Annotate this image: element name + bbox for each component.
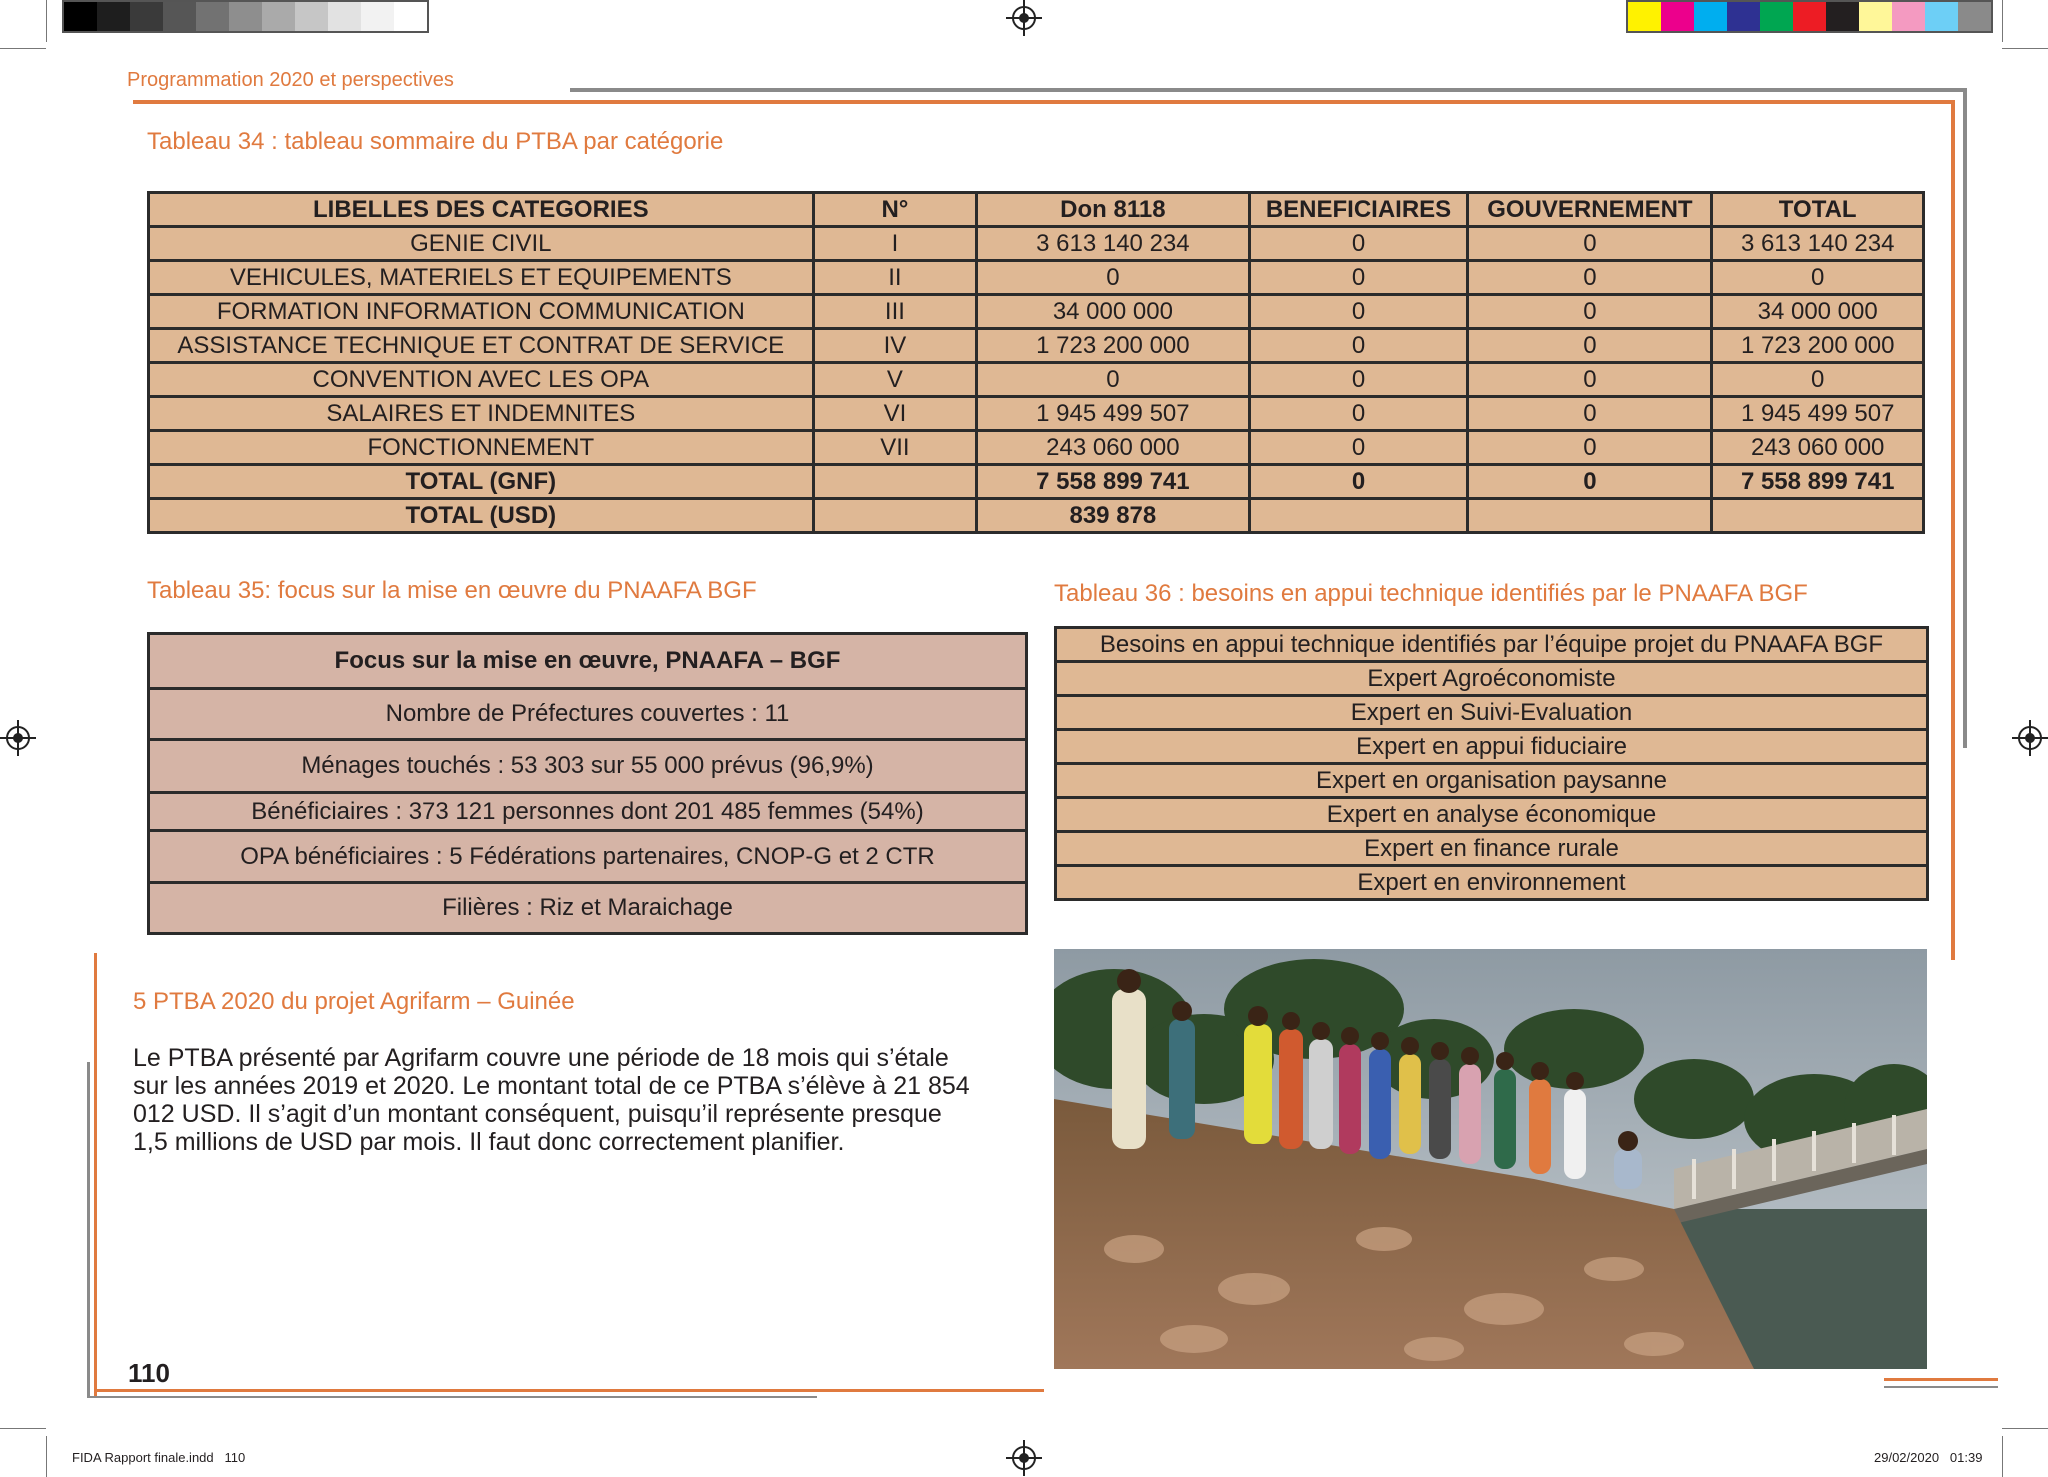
- page-number: 110: [128, 1358, 170, 1388]
- table-row: [149, 329, 1924, 363]
- table-row: [149, 831, 1027, 883]
- group-photo-riverbank: [1054, 949, 1927, 1369]
- grayscale-swatch-bar: [62, 0, 429, 33]
- table-cell: FONCTIONNEMENT: [149, 431, 814, 465]
- table-cell: 1 723 200 000: [977, 329, 1249, 363]
- table-row: [149, 261, 1924, 295]
- table-cell: 0: [1468, 329, 1712, 363]
- registration-mark-top: [1012, 6, 1036, 30]
- crop-mark: [2002, 1428, 2048, 1429]
- pnaafa-focus-table: [147, 632, 1028, 935]
- table-cell: TOTAL (GNF): [149, 465, 814, 499]
- table-cell: [1712, 499, 1924, 533]
- total-gnf-row: [149, 465, 1924, 499]
- table36-caption: Tableau 36 : besoins en appui technique identifiés par le PNAAFA BGF: [1054, 580, 1808, 607]
- table-cell: 34 000 000: [1712, 295, 1924, 329]
- table-cell: ASSISTANCE TECHNIQUE ET CONTRAT DE SERVICE: [149, 329, 814, 363]
- table-cell: [813, 465, 977, 499]
- table34-caption: Tableau 34 : tableau sommaire du PTBA par catégorie: [147, 128, 724, 155]
- crop-mark: [2002, 1436, 2003, 1477]
- column-header: GOUVERNEMENT: [1468, 193, 1712, 227]
- table-cell: OPA bénéficiaires : 5 Fédérations partenaires, CNOP-G et 2 CTR: [149, 831, 1027, 883]
- table-cell: GENIE CIVIL: [149, 227, 814, 261]
- table-cell: 0: [1468, 363, 1712, 397]
- table-cell: 0: [1712, 363, 1924, 397]
- table-cell: Expert en analyse économique: [1056, 798, 1928, 832]
- table-cell: 243 060 000: [977, 431, 1249, 465]
- ptba-category-table: [147, 191, 1925, 534]
- table-row: [1056, 832, 1928, 866]
- table-cell: 1 723 200 000: [1712, 329, 1924, 363]
- table-cell: Expert en environnement: [1056, 866, 1928, 900]
- color-swatch-bar: [1626, 0, 1993, 33]
- table-row: [149, 793, 1027, 831]
- table-cell: 0: [977, 363, 1249, 397]
- table-cell: SALAIRES ET INDEMNITES: [149, 397, 814, 431]
- slug-datetime: 29/02/2020 01:39: [1874, 1450, 1983, 1465]
- table-cell: 0: [1468, 295, 1712, 329]
- right-rule-orange: [1951, 100, 1955, 960]
- bottom-rule-orange: [94, 1389, 1044, 1392]
- right-rule-gray: [1963, 88, 1967, 748]
- table-cell: Expert en finance rurale: [1056, 832, 1928, 866]
- crop-mark: [2002, 0, 2003, 42]
- crop-mark: [46, 1436, 47, 1477]
- table-cell: 0: [1249, 227, 1468, 261]
- header-rule-gray: [570, 88, 1967, 92]
- table-row: [149, 883, 1027, 934]
- table35-caption: Tableau 35: focus sur la mise en œuvre du PNAAFA BGF: [147, 577, 757, 604]
- table-row: [1056, 730, 1928, 764]
- table-cell: 0: [1249, 261, 1468, 295]
- table-row: [149, 431, 1924, 465]
- column-header: Don 8118: [977, 193, 1249, 227]
- table-cell: 0: [1249, 431, 1468, 465]
- table-row: [149, 295, 1924, 329]
- table-cell: 3 613 140 234: [977, 227, 1249, 261]
- table-cell: Expert en Suivi-Evaluation: [1056, 696, 1928, 730]
- table-cell: 0: [1249, 295, 1468, 329]
- table-header-row: [149, 634, 1027, 689]
- table-cell: 243 060 000: [1712, 431, 1924, 465]
- table-row: [1056, 696, 1928, 730]
- bottom-right-rule-orange: [1884, 1378, 1998, 1381]
- left-rule-gray: [87, 1062, 90, 1398]
- paragraph-line: 012 USD. Il s’agit d’un montant conséquent, puisqu’il représente presque: [133, 1100, 942, 1128]
- column-header: TOTAL: [1712, 193, 1924, 227]
- table-row: [149, 397, 1924, 431]
- table-cell: 0: [1712, 261, 1924, 295]
- registration-mark-left: [6, 726, 30, 750]
- table-cell: VII: [813, 431, 977, 465]
- table-cell: 0: [977, 261, 1249, 295]
- table-cell: Nombre de Préfectures couvertes : 11: [149, 689, 1027, 740]
- bottom-right-rule-gray: [1884, 1386, 1998, 1388]
- table-cell: 0: [1249, 329, 1468, 363]
- table-cell: Expert Agroéconomiste: [1056, 662, 1928, 696]
- column-header: LIBELLES DES CATEGORIES: [149, 193, 814, 227]
- technical-support-needs-table: [1054, 626, 1929, 901]
- column-header: N°: [813, 193, 977, 227]
- table-cell: VI: [813, 397, 977, 431]
- table-cell: I: [813, 227, 977, 261]
- table-header-row: [1056, 628, 1928, 662]
- paragraph-line: Le PTBA présenté par Agrifarm couvre une période de 18 mois qui s’étale: [133, 1044, 949, 1072]
- table-cell: Ménages touchés : 53 303 sur 55 000 prévus (96,9%): [149, 740, 1027, 793]
- bottom-rule-gray: [87, 1396, 817, 1398]
- table-cell: [1468, 499, 1712, 533]
- table-cell: 3 613 140 234: [1712, 227, 1924, 261]
- crop-mark: [2002, 48, 2048, 49]
- registration-mark-bottom: [1012, 1446, 1036, 1470]
- table-cell: 0: [1468, 227, 1712, 261]
- table-cell: [813, 499, 977, 533]
- table-cell: Expert en appui fiduciaire: [1056, 730, 1928, 764]
- table-cell: 0: [1468, 431, 1712, 465]
- table-cell: FORMATION INFORMATION COMMUNICATION: [149, 295, 814, 329]
- table-row: [1056, 798, 1928, 832]
- crop-mark: [0, 48, 46, 49]
- table-cell: 7 558 899 741: [1712, 465, 1924, 499]
- table-cell: CONVENTION AVEC LES OPA: [149, 363, 814, 397]
- table-cell: Filières : Riz et Maraichage: [149, 883, 1027, 934]
- table-cell: Expert en organisation paysanne: [1056, 764, 1928, 798]
- table-cell: 0: [1249, 363, 1468, 397]
- table-cell: 0: [1468, 465, 1712, 499]
- table-row: [1056, 764, 1928, 798]
- table-cell: 0: [1249, 465, 1468, 499]
- running-title: Programmation 2020 et perspectives: [127, 69, 454, 91]
- crop-mark: [46, 0, 47, 42]
- table-cell: 1 945 499 507: [977, 397, 1249, 431]
- table-cell: Bénéficiaires : 373 121 personnes dont 201 485 femmes (54%): [149, 793, 1027, 831]
- table-cell: 34 000 000: [977, 295, 1249, 329]
- table-row: [1056, 866, 1928, 900]
- table-cell: 839 878: [977, 499, 1249, 533]
- total-usd-row: [149, 499, 1924, 533]
- table-header-row: [149, 193, 1924, 227]
- table-row: [149, 689, 1027, 740]
- table-cell: Besoins en appui technique identifiés par l’équipe projet du PNAAFA BGF: [1056, 628, 1928, 662]
- table-row: [149, 740, 1027, 793]
- slug-file: FIDA Rapport finale.indd 110: [72, 1450, 246, 1465]
- registration-mark-right: [2018, 726, 2042, 750]
- header-rule-orange: [133, 100, 1955, 104]
- table-cell: V: [813, 363, 977, 397]
- table-cell: 0: [1468, 397, 1712, 431]
- table-cell: 1 945 499 507: [1712, 397, 1924, 431]
- table-cell: TOTAL (USD): [149, 499, 814, 533]
- section5-heading: 5 PTBA 2020 du projet Agrifarm – Guinée: [133, 988, 575, 1015]
- crop-mark: [0, 1428, 46, 1429]
- table-row: [149, 363, 1924, 397]
- paragraph-line: sur les années 2019 et 2020. Le montant total de ce PTBA s’élève à 21 854: [133, 1072, 970, 1100]
- table-cell: VEHICULES, MATERIELS ET EQUIPEMENTS: [149, 261, 814, 295]
- table-row: [149, 227, 1924, 261]
- table-cell: II: [813, 261, 977, 295]
- table-cell: IV: [813, 329, 977, 363]
- section5-paragraph: [133, 1044, 1013, 1156]
- paragraph-line: 1,5 millions de USD par mois. Il faut donc correctement planifier.: [133, 1128, 845, 1156]
- left-rule-orange: [94, 953, 97, 1398]
- column-header: BENEFICIAIRES: [1249, 193, 1468, 227]
- table-row: [1056, 662, 1928, 696]
- table-cell: [1249, 499, 1468, 533]
- table-cell: 0: [1249, 397, 1468, 431]
- table-cell: 7 558 899 741: [977, 465, 1249, 499]
- table-header-cell: Focus sur la mise en œuvre, PNAAFA – BGF: [149, 634, 1027, 689]
- table-cell: III: [813, 295, 977, 329]
- table-cell: 0: [1468, 261, 1712, 295]
